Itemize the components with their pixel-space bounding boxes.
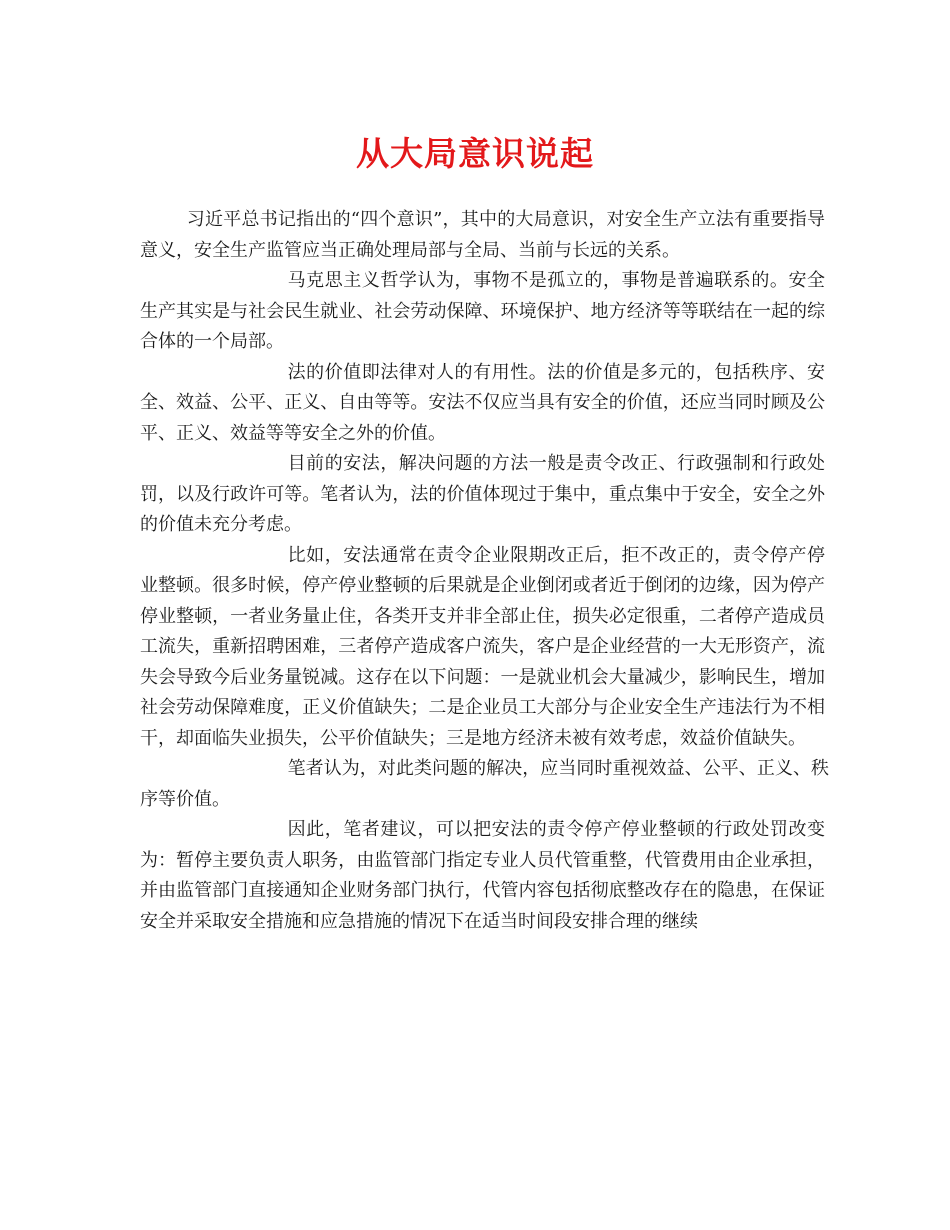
paragraph-4: 目前的安法，解决问题的方法一般是责令改正、行政强制和行政处罚，以及行政许可等。笔者认为，法的价值体现过于集中，重点集中于安全，安全之外的价值未充分考虑。 xyxy=(140,453,825,535)
paragraph-7: 因此，笔者建议，可以把安法的责令停产停业整顿的行政处罚改变为：暂停主要负责人职务，由监管部门指定专业人员代管重整，代管费用由企业承担，并由监管部门直接通知企业财务部门执行，代管内容包括彻底整改存在的隐患，在保证安全并采取安全措施和应急措施的情况下在适当时间段安排合理的继续 xyxy=(140,819,825,932)
paragraph-6: 笔者认为，对此类问题的解决，应当同时重视效益、公平、正义、秩序等价值。 xyxy=(140,758,829,810)
document-title: 从大局意识说起 xyxy=(356,134,594,173)
paragraph-3: 法的价值即法律对人的有用性。法的价值是多元的，包括秩序、安全、效益、公平、正义、自由等等。安法不仅应当具有安全的价值，还应当同时顾及公平、正义、效益等等安全之外的价值。 xyxy=(140,361,825,444)
paragraph-2: 马克思主义哲学认为，事物不是孤立的，事物是普遍联系的。安全生产其实是与社会民生就业、社会劳动保障、环境保护、地方经济等等联结在一起的综合体的一个局部。 xyxy=(140,270,825,352)
paragraph-5: 比如，安法通常在责令企业限期改正后，拒不改正的，责令停产停业整顿。很多时候，停产停业整顿的后果就是企业倒闭或者近于倒闭的边缘，因为停产停业整顿，一者业务量止住，各类开支并非全部止住，损失必定很重，二者停产造成员工流失，重新招聘困难，三者停产造成客户流失，客户是企业经营的一大无形资产，流失会导致今后业务量锐减。这存在以下问题：一是就业机会大量减少，影响民生，增加社会劳动保障难度，正义价值缺失；二是企业员工大部分与企业安全生产违法行为不相干，却面临失业损失，公平价值缺失；三是地方经济未被有效考虑，效益价值缺失。 xyxy=(140,544,825,749)
paragraph-1: 习近平总书记指出的“四个意识”，其中的大局意识，对安全生产立法有重要指导意义，安全生产监管应当正确处理局部与全局、当前与长远的关系。 xyxy=(140,209,825,261)
document-body xyxy=(140,205,829,937)
